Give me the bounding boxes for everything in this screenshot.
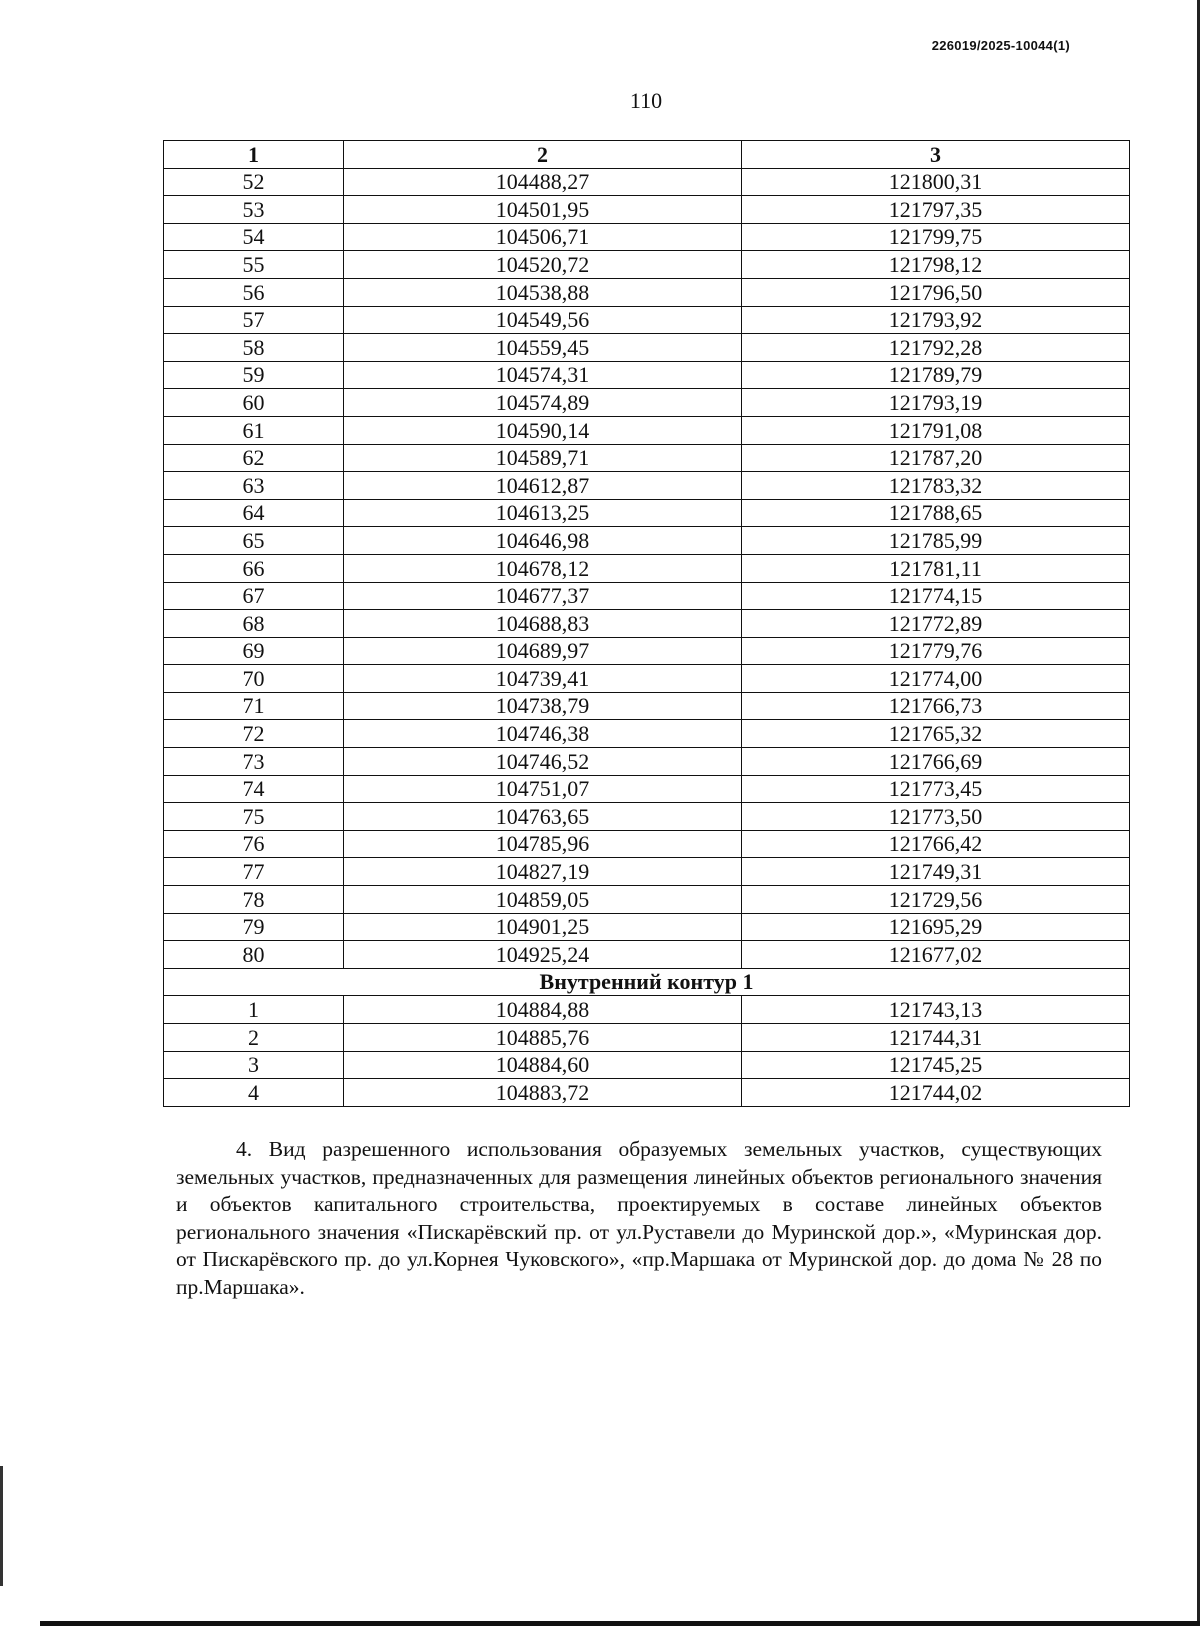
- table-row: [164, 610, 1130, 638]
- table-row: [164, 1051, 1130, 1079]
- coordinate-y: 121729,56: [742, 886, 1130, 914]
- coordinate-y: 121785,99: [742, 527, 1130, 555]
- point-number: 67: [164, 582, 344, 610]
- table-row: [164, 472, 1130, 500]
- coordinate-y: 121765,32: [742, 720, 1130, 748]
- table-row: [164, 1024, 1130, 1052]
- coordinate-x: 104589,71: [344, 444, 742, 472]
- table-row: [164, 554, 1130, 582]
- coordinate-y: 121749,31: [742, 858, 1130, 886]
- point-number: 80: [164, 941, 344, 969]
- coordinate-y: 121796,50: [742, 278, 1130, 306]
- point-number: 4: [164, 1079, 344, 1107]
- coordinate-x: 104884,88: [344, 996, 742, 1024]
- coordinate-y: 121793,92: [742, 306, 1130, 334]
- table-row: [164, 665, 1130, 693]
- point-number: 62: [164, 444, 344, 472]
- table-row: [164, 251, 1130, 279]
- table-row: [164, 168, 1130, 196]
- coordinate-y: 121744,31: [742, 1024, 1130, 1052]
- table-row: [164, 582, 1130, 610]
- point-number: 56: [164, 278, 344, 306]
- point-number: 76: [164, 830, 344, 858]
- coordinate-y: 121744,02: [742, 1079, 1130, 1107]
- coordinate-x: 104746,38: [344, 720, 742, 748]
- point-number: 75: [164, 803, 344, 831]
- coordinate-x: 104827,19: [344, 858, 742, 886]
- coordinate-y: 121783,32: [742, 472, 1130, 500]
- point-number: 54: [164, 223, 344, 251]
- point-number: 52: [164, 168, 344, 196]
- point-number: 79: [164, 913, 344, 941]
- point-number: 68: [164, 610, 344, 638]
- coordinate-y: 121774,00: [742, 665, 1130, 693]
- point-number: 53: [164, 196, 344, 224]
- coordinate-x: 104488,27: [344, 168, 742, 196]
- column-header-x: 2: [344, 141, 742, 169]
- coordinate-x: 104751,07: [344, 775, 742, 803]
- coordinate-x: 104678,12: [344, 554, 742, 582]
- coordinate-y: 121799,75: [742, 223, 1130, 251]
- coordinate-x: 104885,76: [344, 1024, 742, 1052]
- column-header-y: 3: [742, 141, 1130, 169]
- point-number: 58: [164, 334, 344, 362]
- coordinate-x: 104859,05: [344, 886, 742, 914]
- table-row: [164, 527, 1130, 555]
- coordinate-y: 121779,76: [742, 637, 1130, 665]
- point-number: 66: [164, 554, 344, 582]
- coordinate-x: 104746,52: [344, 748, 742, 776]
- coordinate-y: 121773,50: [742, 803, 1130, 831]
- coordinate-x: 104506,71: [344, 223, 742, 251]
- point-number: 59: [164, 361, 344, 389]
- table-row: [164, 830, 1130, 858]
- coordinate-x: 104520,72: [344, 251, 742, 279]
- table-row: [164, 720, 1130, 748]
- table-row: [164, 361, 1130, 389]
- table-row: [164, 223, 1130, 251]
- outer-contour-rows: [164, 168, 1130, 968]
- coordinate-x: 104883,72: [344, 1079, 742, 1107]
- point-number: 63: [164, 472, 344, 500]
- coordinate-x: 104688,83: [344, 610, 742, 638]
- column-header-number: 1: [164, 141, 344, 169]
- coordinate-x: 104501,95: [344, 196, 742, 224]
- table-header-row: [164, 141, 1130, 169]
- point-number: 65: [164, 527, 344, 555]
- point-number: 64: [164, 499, 344, 527]
- coordinate-y: 121772,89: [742, 610, 1130, 638]
- coordinate-x: 104538,88: [344, 278, 742, 306]
- coordinate-y: 121791,08: [742, 416, 1130, 444]
- table-row: [164, 886, 1130, 914]
- table-row: [164, 748, 1130, 776]
- table-row: [164, 858, 1130, 886]
- table-row: [164, 913, 1130, 941]
- coordinate-x: 104559,45: [344, 334, 742, 362]
- point-number: 57: [164, 306, 344, 334]
- coordinates-table: [163, 140, 1130, 1107]
- coordinate-x: 104689,97: [344, 637, 742, 665]
- table-row: [164, 334, 1130, 362]
- coordinate-x: 104574,89: [344, 389, 742, 417]
- point-number: 70: [164, 665, 344, 693]
- coordinate-x: 104785,96: [344, 830, 742, 858]
- coordinate-x: 104677,37: [344, 582, 742, 610]
- land-use-paragraph: 4. Вид разрешенного использования образуемых земельных участков, существующих земельных участков, предназначенных для размещения линейных объектов регионального значения и объектов капитального строительства, проектируемых в составе линейных объектов регионального значения «Пискарёвский пр. от ул.Руставели до Муринской дор.», «Муринская дор. от Пискарёвского пр. до ул.Корнея Чуковского», «пр.Маршака от Муринской дор. до дома № 28 по пр.Маршака».: [176, 1137, 1102, 1299]
- coordinate-y: 121793,19: [742, 389, 1130, 417]
- coordinate-y: 121800,31: [742, 168, 1130, 196]
- coordinate-y: 121787,20: [742, 444, 1130, 472]
- point-number: 3: [164, 1051, 344, 1079]
- coordinate-y: 121766,69: [742, 748, 1130, 776]
- coordinate-x: 104549,56: [344, 306, 742, 334]
- coordinate-x: 104646,98: [344, 527, 742, 555]
- table-row: [164, 692, 1130, 720]
- coordinate-x: 104574,31: [344, 361, 742, 389]
- section-row: [164, 968, 1130, 996]
- coordinate-y: 121766,42: [742, 830, 1130, 858]
- coordinate-y: 121797,35: [742, 196, 1130, 224]
- table-row: [164, 196, 1130, 224]
- coordinate-y: 121788,65: [742, 499, 1130, 527]
- coordinate-y: 121766,73: [742, 692, 1130, 720]
- coordinate-x: 104613,25: [344, 499, 742, 527]
- coordinate-x: 104925,24: [344, 941, 742, 969]
- document-id: 226019/2025-10044(1): [931, 38, 1070, 53]
- point-number: 74: [164, 775, 344, 803]
- scan-edge-bottom: [40, 1621, 1200, 1626]
- scan-edge-left: [0, 1466, 3, 1586]
- coordinate-y: 121695,29: [742, 913, 1130, 941]
- table-row: [164, 278, 1130, 306]
- coordinate-y: 121745,25: [742, 1051, 1130, 1079]
- point-number: 73: [164, 748, 344, 776]
- point-number: 78: [164, 886, 344, 914]
- table-row: [164, 941, 1130, 969]
- point-number: 61: [164, 416, 344, 444]
- coordinate-y: 121792,28: [742, 334, 1130, 362]
- inner-contour-rows: [164, 996, 1130, 1106]
- table-row: [164, 1079, 1130, 1107]
- table-row: [164, 389, 1130, 417]
- table-row: [164, 637, 1130, 665]
- table-row: [164, 775, 1130, 803]
- coordinate-x: 104738,79: [344, 692, 742, 720]
- section-title: Внутренний контур 1: [164, 968, 1130, 996]
- page-number: 110: [629, 88, 663, 113]
- table-row: [164, 803, 1130, 831]
- coordinate-x: 104884,60: [344, 1051, 742, 1079]
- coordinate-y: 121773,45: [742, 775, 1130, 803]
- table-row: [164, 996, 1130, 1024]
- coordinate-x: 104612,87: [344, 472, 742, 500]
- point-number: 55: [164, 251, 344, 279]
- point-number: 60: [164, 389, 344, 417]
- coordinate-x: 104590,14: [344, 416, 742, 444]
- coordinate-y: 121774,15: [742, 582, 1130, 610]
- coordinate-y: 121798,12: [742, 251, 1130, 279]
- coordinate-y: 121781,11: [742, 554, 1130, 582]
- coordinate-y: 121677,02: [742, 941, 1130, 969]
- table-row: [164, 444, 1130, 472]
- point-number: 77: [164, 858, 344, 886]
- coordinate-y: 121789,79: [742, 361, 1130, 389]
- point-number: 1: [164, 996, 344, 1024]
- point-number: 69: [164, 637, 344, 665]
- point-number: 72: [164, 720, 344, 748]
- coordinate-x: 104763,65: [344, 803, 742, 831]
- coordinate-y: 121743,13: [742, 996, 1130, 1024]
- point-number: 71: [164, 692, 344, 720]
- table-row: [164, 499, 1130, 527]
- table-row: [164, 306, 1130, 334]
- point-number: 2: [164, 1024, 344, 1052]
- table-row: [164, 416, 1130, 444]
- coordinate-x: 104901,25: [344, 913, 742, 941]
- coordinate-x: 104739,41: [344, 665, 742, 693]
